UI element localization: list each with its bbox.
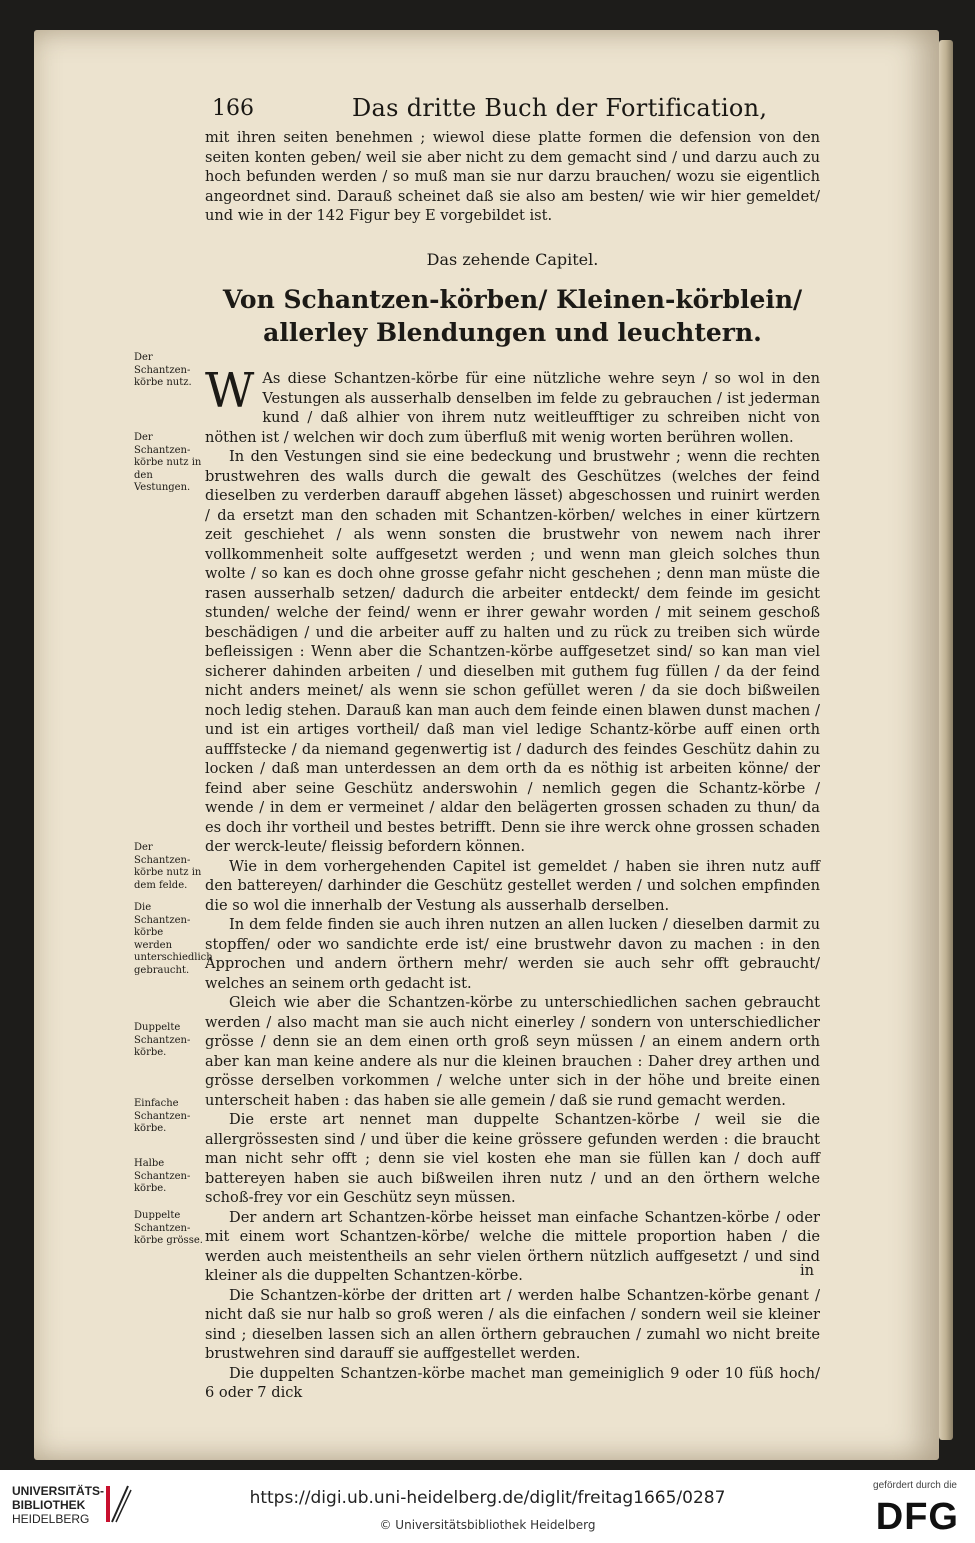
funder-caption: gefördert durch die — [873, 1480, 957, 1491]
paragraph-8: Die Schantzen-körbe der dritten art / werden halbe Schantzen-körbe genant / nicht daß sie nur halb so groß weren / als die einfachen / sondern weil sie kleiner sind ; dieselben lassen sich an allen örthern gebrauchen / zumahl wo nicht breite brustwehren sind darauff sie auffgestellet werden. — [205, 1286, 820, 1362]
page-header — [0, 96, 975, 128]
chapter-title: Von Schantzen-körben/ Kleinen-körblein/ allerley Blendungen und leuchtern. — [222, 285, 803, 347]
catchword: in — [800, 1262, 815, 1279]
library-name-line1: UNIVERSITÄTS- — [12, 1484, 105, 1498]
paragraph-5: Gleich wie aber die Schantzen-körbe zu unterschiedlichen sachen gebraucht werden / also macht man sie auch nicht einerley / sondern von unterschiedlicher grösse / denn sie an dem einen orth groß seyn müssen / an einem andern orth aber kan man keine andere als nur die kleinen brauchen : Daher drey arthen und grösse derselben vorkommen / welche unter sich in der höhe und breite einen unterscheit haben : das haben sie alle gemein / daß sie rund gemacht werden. — [205, 994, 820, 1109]
margin-note: Halbe Schantzen-körbe. — [134, 1158, 191, 1194]
margin-note: Der Schantzen-körbe nutz in dem felde. — [134, 842, 202, 891]
running-title: Das dritte Buch der Fortification, — [352, 94, 768, 122]
chapter-label: Das zehende Capitel. — [426, 249, 599, 269]
paragraph-2: In den Vestungen sind sie eine bedeckung und brustwehr ; wenn die rechten brustwehren des walls durch die gewalt des Geschützes (welches der feind dieselben zu verderben darauff abgehen lässet) abgeschossen und ruinirt werden / da ersetzt man den schaden mit Schantzen-körben/ welches in einer kürtzern zeit geschiehet / als wenn sonsten die brustwehr von newem nach ihrer vollkommenheit solte auffgesetzt werden ; und wenn man gleich solches thun wolte / so kan es doch ohne grosse gefahr nicht geschehen ; denn man müste die rasen ausserhalb setzen/ dadurch die arbeiter entdeckt/ dem feinde im gesicht stunden/ welche der feind/ wenn er ihrer gewahr worden / mit seinem geschoß beschädigen / und die arbeiter auff zu halten und zu rück zu treiben sich würde befleissigen : Wenn aber die Schantzen-körbe auffgesetzet sind/ so kan man viel sicherer dahinden arbeiten / und dieselben mit guthem fug füllen / da der feind nicht anders meinet/ als wenn sie schon gefüllet weren / da sie doch bißweilen noch ledig stehen. Darauß kan man auch dem feinde einen blawen dunst machen / und ist ein artiges vortheil/ daß man viel ledige Schantz-körbe auff einen orth aufffstecke / da niemand gegenwertig ist / dadurch des feindes Geschütz dahin zu locken / daß man unterdessen an dem orth da es nöthig ist arbeiten könne/ der feind aber seine Geschütz anderswohin / nemlich gegen die Schantz-körbe / wende / in dem er vermeinet / aldar den belägerten grossen schaden zu thun/ da es doch ihr vortheil und bestes betrifft. Denn sie ihre werck ohne grossen schaden der werck-leute/ fleissig befordern können. — [205, 448, 820, 855]
paragraph-text: As diese Schantzen-körbe für eine nützliche wehre seyn / so wol in den Vestungen als ausserhalb denselben im felde zu gebrauchen / ist jederman kund / daß alhier von ihrem nutz weitleufftiger zu schreiben nicht von nöthen ist / welchen wir doch zum überfluß mit wenig worten berühren wollen. — [205, 370, 820, 446]
paragraph-3: Wie in dem vorhergehenden Capitel ist gemeldet / haben sie ihren nutz auff den battereyen/ darhinder die Geschütz gestellet werden / und solchen empfinden die so wol die innerhalb der Vestung als ausserhalb derselben. — [205, 857, 820, 914]
margin-note: Der Schantzen-körbe nutz in den Vestungen. — [134, 432, 202, 493]
intro-paragraph: mit ihren seiten benehmen ; wiewol diese platte formen die defension von den seiten konten geben/ weil sie aber nicht zu dem gemacht sind / und darzu auch zu hoch befunden werden / so muß man sie nur darzu brauchen/ wozu sie eigentlich angeordnet sind. Darauß scheinet daß sie also am besten/ wie wir hier gemeldet/ und wie in der 142 Figur bey E vorgebildet ist. — [205, 129, 820, 224]
margin-note: Die Schantzen-körbe werden unterschiedlich gebraucht. — [134, 902, 213, 976]
margin-note: Der Schantzen-körbe nutz. — [134, 352, 192, 388]
paragraph-7: Der andern art Schantzen-körbe heisset man einfache Schantzen-körbe / oder mit einem wort Schantzen-körbe/ welche die mittele proportion haben / die werden auch meistentheils an sehr vielen örthern nützlich auffgesetzt / und sind kleiner als die duppelten Schantzen-körbe. — [205, 1208, 820, 1284]
document-url-link[interactable]: https://digi.ub.uni-heidelberg.de/diglit/freitag1665/0287 — [249, 1488, 726, 1508]
library-name-line3: HEIDELBERG — [12, 1512, 90, 1526]
drop-cap: W — [205, 363, 255, 419]
viewer-footer — [0, 1470, 975, 1543]
paragraph-4: In dem felde finden sie auch ihren nutzen an allen lucken / dieselben darmit zu stopffen/ oder wo sandichte erde ist/ eine brustwehr davon zu machen : in den Approchen und andern örthern mehr/ werden sie auch sehr offt gebraucht/ welches an seinem orth gedacht ist. — [205, 916, 820, 992]
paragraph-1 — [205, 363, 820, 447]
dfg-logo[interactable]: DFG — [875, 1496, 959, 1538]
page-body — [205, 128, 820, 1403]
margin-note: Einfache Schantzen-körbe. — [134, 1098, 191, 1134]
paragraph-9: Die duppelten Schantzen-körbe machet man gemeiniglich 9 oder 10 füß hoch/ 6 oder 7 dick — [205, 1364, 820, 1401]
copyright-text: © Universitätsbibliothek Heidelberg — [379, 1518, 596, 1532]
page-number: 166 — [212, 96, 254, 121]
library-name-line2: BIBLIOTHEK — [12, 1498, 86, 1512]
paragraph-6: Die erste art nennet man duppelte Schantzen-körbe / weil sie die allergrössesten sind / und über die keine grössere gefunden werden : die braucht man nicht sehr offt ; denn sie viel kosten ehe man sie füllen kan / doch auff battereyen haben sie auch bißweilen ihren nutz / und an den örthern welche schoß-frey vor ein Geschütz seyn müssen. — [205, 1111, 820, 1206]
margin-note: Duppelte Schantzen-körbe. — [134, 1022, 191, 1058]
page-edge — [939, 40, 953, 1440]
margin-note: Duppelte Schantzen-körbe grösse. — [134, 1210, 203, 1246]
